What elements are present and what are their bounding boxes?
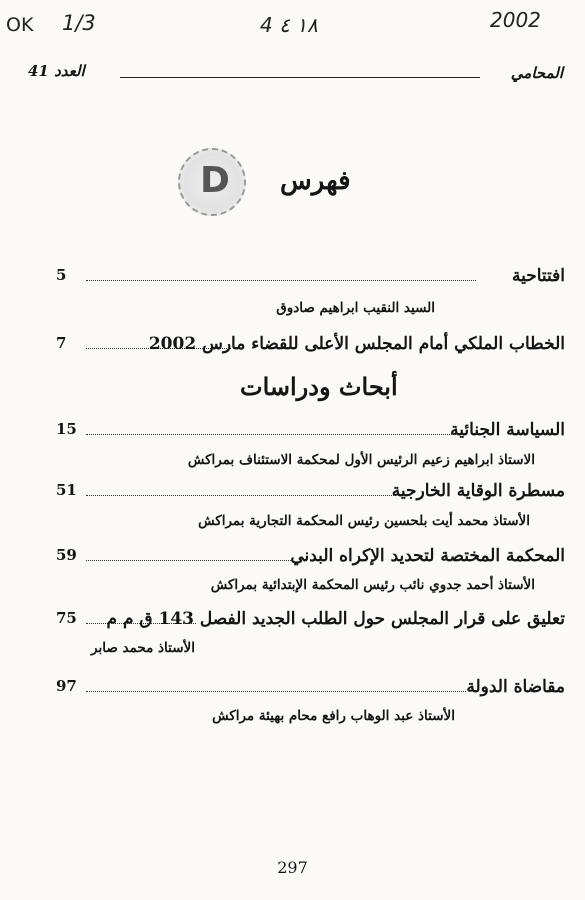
toc-entry [52,481,565,509]
entry-page: 15 [56,420,77,438]
entry-page: 97 [56,677,77,695]
entry-title: مقاضاة الدولة [466,677,565,697]
page-number: 297 [277,858,308,877]
handwritten-fraction-mark: 1/3 [62,11,96,35]
handwritten-code-mark: 4 ١٨ ٤ [260,13,318,37]
entry-title: افتتاحية [511,266,565,286]
journal-name: المحامي [510,64,563,82]
toc-entry [52,334,565,362]
entry-author: الأستاذ محمد صابر [91,640,195,656]
dot-leader [86,280,476,281]
toc-entry [52,677,565,705]
entry-title: مسطرة الوقاية الخارجية [391,481,565,501]
entry-author: الاستاذ ابراهيم زعيم الرئيس الأول لمحكمة الاستئناف بمراكش [187,452,535,468]
dot-leader [86,495,396,496]
entry-page: 59 [56,546,77,564]
entry-page: 75 [56,609,77,627]
dot-leader [86,560,291,561]
issue-number: العدد 41 [28,62,85,80]
entry-page: 7 [56,334,67,352]
toc-title: فهرس [280,166,351,196]
toc-entry [52,609,565,637]
toc-entry [52,420,565,448]
handwritten-ok-mark: OK [6,14,34,36]
entry-author: الأستاذ محمد أيت بلحسين رئيس المحكمة التجارية بمراكش [198,513,530,529]
handwritten-year-mark: 2002 [490,8,541,32]
entry-page: 5 [56,266,67,284]
dot-leader [86,434,456,435]
toc-entry [52,266,565,294]
entry-page: 51 [56,481,77,499]
entry-title: المحكمة المختصة لتحديد الإكراه البدني [290,546,565,566]
entry-title: تعليق على قرار المجلس حول الطلب الجديد الفصل 143 ق م م [106,609,565,629]
dot-leader [86,691,466,692]
entry-author: السيد النقيب ابراهيم صادوق [276,300,435,316]
entry-title: السياسة الجنائية [450,420,565,440]
toc-entry [52,546,565,574]
entry-author: الأستاذ أحمد جدوي نائب رئيس المحكمة الإبتدائية بمراكش [210,577,535,593]
entry-title: الخطاب الملكي أمام المجلس الأعلى للقضاء مارس 2002 [148,334,565,354]
entry-author: الأستاذ عبد الوهاب رافع محام بهيئة مراكش [212,708,455,724]
section-heading: أبحاث ودراسات [240,372,398,401]
stamp-letter: D [200,160,230,201]
library-stamp [178,148,246,216]
header-rule [120,77,480,78]
